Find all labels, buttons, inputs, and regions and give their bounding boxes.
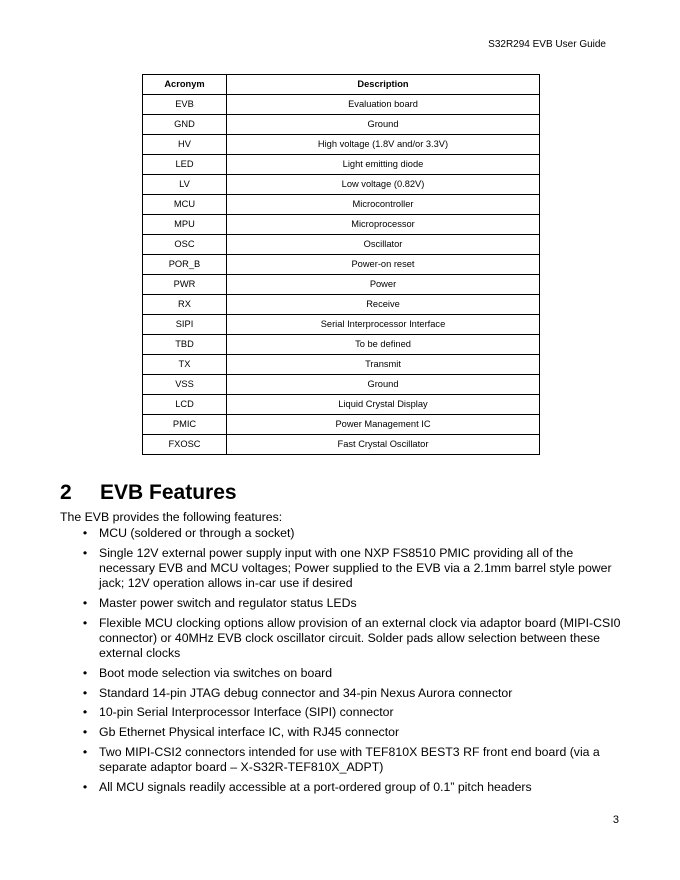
description-cell: Power-on reset	[227, 255, 540, 275]
acronym-cell: EVB	[143, 95, 227, 115]
feature-text: MCU (soldered or through a socket)	[99, 526, 295, 540]
bullet-icon: •	[82, 685, 88, 700]
description-cell: To be defined	[227, 335, 540, 355]
feature-text: Boot mode selection via switches on board	[99, 665, 333, 680]
table-row	[143, 255, 540, 275]
document-header-title: S32R294 EVB User Guide	[488, 39, 606, 50]
acronym-cell: LCD	[143, 395, 227, 415]
table-row	[143, 295, 540, 315]
bullet-icon: •	[82, 725, 88, 739]
acronym-cell: TX	[143, 355, 227, 375]
description-cell: Serial Interprocessor Interface	[227, 315, 540, 335]
list-item	[60, 596, 622, 611]
bullet-icon: •	[82, 744, 88, 759]
acronym-table-body	[143, 95, 540, 455]
features-intro: The EVB provides the following features:	[60, 510, 283, 524]
table-row	[143, 375, 540, 395]
acronym-cell: FXOSC	[143, 435, 227, 455]
section-title: EVB Features	[100, 481, 237, 504]
acronym-cell: LV	[143, 175, 227, 195]
list-item	[60, 526, 622, 541]
bullet-icon: •	[82, 615, 88, 630]
table-row	[143, 335, 540, 355]
acronym-cell: MPU	[143, 215, 227, 235]
bullet-icon: •	[82, 665, 88, 680]
bullet-icon: •	[82, 705, 88, 720]
acronym-cell: GND	[143, 115, 227, 135]
acronym-cell: POR_B	[143, 255, 227, 275]
description-cell: Oscillator	[227, 235, 540, 255]
table-row	[143, 435, 540, 455]
acronym-column-header: Acronym	[143, 75, 227, 95]
feature-text: Gb Ethernet Physical interface IC, with RJ45 connector	[99, 725, 400, 739]
description-cell: Microcontroller	[227, 195, 540, 215]
section-number: 2	[60, 481, 72, 504]
acronym-cell: PWR	[143, 275, 227, 295]
table-row	[143, 95, 540, 115]
feature-text: Two MIPI-CSI2 connectors intended for use with TEF810X BEST3 RF front end board (via a separate adaptor board – X-S32R-TEF810X_ADPT)	[99, 744, 600, 774]
feature-text: 10-pin Serial Interprocessor Interface (SIPI) connector	[99, 705, 394, 720]
acronym-cell: TBD	[143, 335, 227, 355]
acronym-table	[142, 74, 540, 455]
table-row	[143, 275, 540, 295]
section-heading	[60, 480, 237, 506]
bullet-icon: •	[82, 545, 88, 560]
table-row	[143, 415, 540, 435]
description-cell: Low voltage (0.82V)	[227, 175, 540, 195]
feature-text: Master power switch and regulator status LEDs	[99, 595, 357, 610]
list-item	[60, 705, 622, 720]
table-row	[143, 155, 540, 175]
description-cell: High voltage (1.8V and/or 3.3V)	[227, 135, 540, 155]
description-column-header: Description	[227, 75, 540, 95]
table-row	[143, 395, 540, 415]
description-cell: Power Management IC	[227, 415, 540, 435]
list-item	[60, 616, 622, 662]
acronym-cell: OSC	[143, 235, 227, 255]
bullet-icon: •	[82, 526, 88, 540]
acronym-cell: RX	[143, 295, 227, 315]
description-cell: Microprocessor	[227, 215, 540, 235]
page-number: 3	[612, 814, 619, 826]
description-cell: Light emitting diode	[227, 155, 540, 175]
feature-list	[60, 526, 622, 799]
list-item	[60, 780, 622, 795]
acronym-cell: HV	[143, 135, 227, 155]
description-cell: Ground	[227, 115, 540, 135]
description-cell: Evaluation board	[227, 95, 540, 115]
bullet-icon: •	[82, 779, 88, 794]
description-cell: Ground	[227, 375, 540, 395]
table-header-row	[143, 75, 540, 95]
list-item	[60, 666, 622, 681]
table-row	[143, 115, 540, 135]
acronym-cell: PMIC	[143, 415, 227, 435]
feature-text: Flexible MCU clocking options allow provision of an external clock via adaptor board (MIPI-CSI0 connector) or 40MHz EVB clock oscillator circuit. Solder pads allow selection between these external clocks	[99, 615, 621, 661]
list-item	[60, 725, 622, 740]
acronym-cell: VSS	[143, 375, 227, 395]
list-item	[60, 745, 622, 776]
table-row	[143, 175, 540, 195]
feature-text: Single 12V external power supply input with one NXP FS8510 PMIC providing all of the necessary EVB and MCU voltages; Power supplied to the EVB via a 2.1mm barrel style power jack; 12V operation allows in-car use if desired	[99, 545, 612, 591]
list-item	[60, 546, 622, 592]
table-row	[143, 215, 540, 235]
description-cell: Liquid Crystal Display	[227, 395, 540, 415]
table-row	[143, 195, 540, 215]
table-row	[143, 135, 540, 155]
description-cell: Receive	[227, 295, 540, 315]
table-row	[143, 355, 540, 375]
description-cell: Transmit	[227, 355, 540, 375]
acronym-cell: LED	[143, 155, 227, 175]
list-item	[60, 686, 622, 701]
feature-text: Standard 14-pin JTAG debug connector and 34-pin Nexus Aurora connector	[99, 685, 513, 700]
table-row	[143, 235, 540, 255]
table-row	[143, 315, 540, 335]
acronym-cell: SIPI	[143, 315, 227, 335]
bullet-icon: •	[82, 595, 88, 610]
acronym-cell: MCU	[143, 195, 227, 215]
description-cell: Power	[227, 275, 540, 295]
feature-text: All MCU signals readily accessible at a port-ordered group of 0.1” pitch headers	[99, 779, 532, 794]
description-cell: Fast Crystal Oscillator	[227, 435, 540, 455]
